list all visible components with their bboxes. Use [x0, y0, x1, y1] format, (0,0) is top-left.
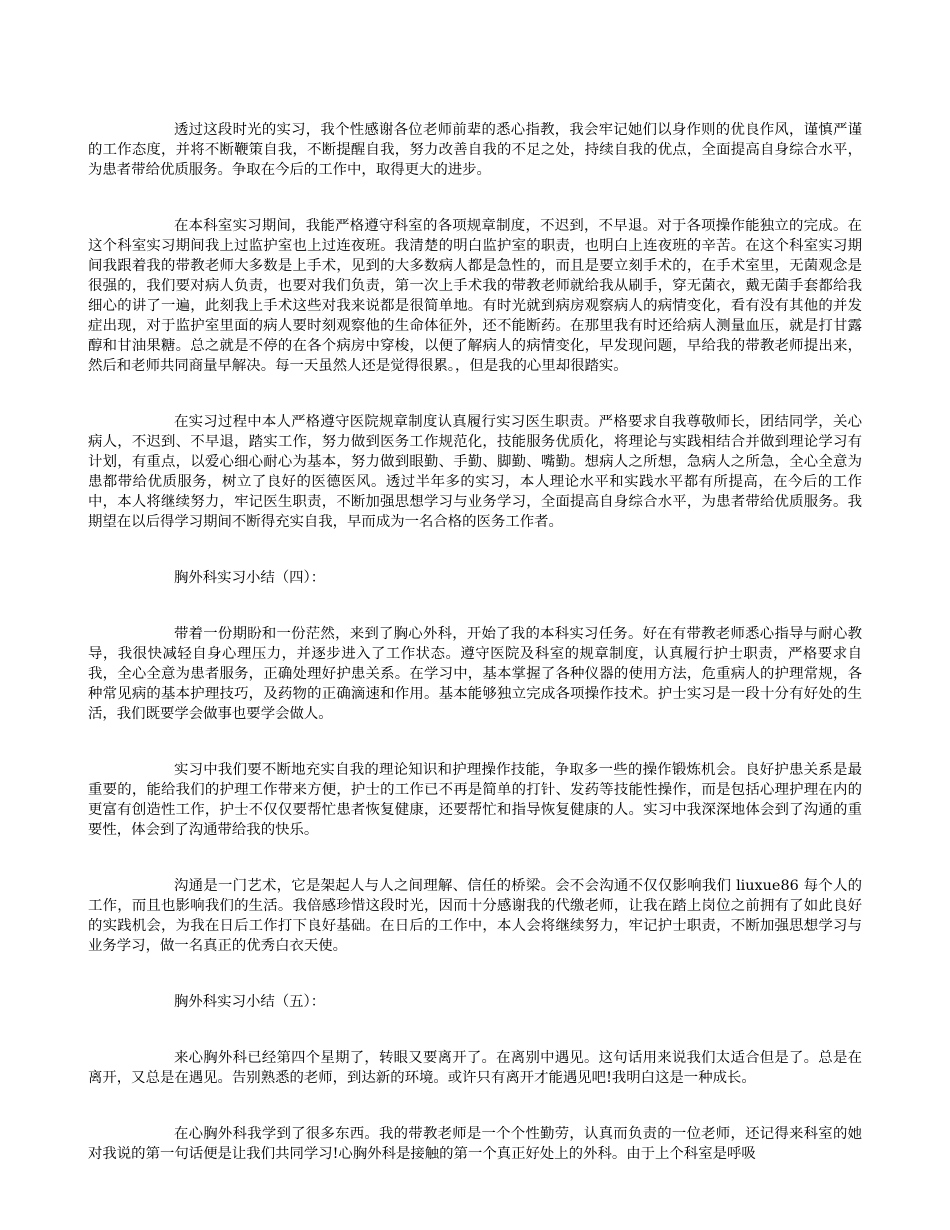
paragraph-7: 来心胸外科已经第四个星期了，转眼又要离开了。在离别中遇见。这句话用来说我们太适合但是了。总是在离开，又总是在遇见。告别熟悉的老师，到达新的环境。或许只有离开才能遇见吧!我明白这是一种成长。	[88, 1050, 862, 1086]
paragraph-5: 实习中我们要不断地充实自我的理论知识和护理操作技能，争取多一些的操作锻炼机会。良好护患关系是最重要的，能给我们的护理工作带来方便，护士的工作已不再是简单的打针、发药等技能性操作，而是包括心理护理在内的更富有创造性工作，护士不仅仅要帮忙患者恢复健康，还要帮忙和指导恢复健康的人。实习中我深深地体会到了沟通的重要性，体会到了沟通带给我的快乐。	[88, 762, 862, 838]
paragraph-3: 在实习过程中本人严格遵守医院规章制度认真履行实习医生职责。严格要求自我尊敬师长，团结同学，关心病人，不迟到、不早退，踏实工作，努力做到医务工作规范化，技能服务优质化，将理论与实践相结合并做到理论学习有计划，有重点，以爱心细心耐心为基本，努力做到眼勤、手勤、脚勤、嘴勤。想病人之所想，急病人之所急，全心全意为患都带给优质服务，树立了良好的医德医风。透过半年多的实习，本人理论水平和实践水平都有所提高，在今后的工作中，本人将继续努力，牢记医生职责，不断加强思想学习与业务学习，全面提高自身综合水平，为患者带给优质服务。我期望在以后得学习期间不断得充实自我，早而成为一名合格的医务工作者。	[88, 414, 862, 530]
paragraph-6: 沟通是一门艺术，它是架起人与人之间理解、信任的桥梁。会不会沟通不仅仅影响我们 liuxue86 每个人的工作，而且也影响我们的生活。我倍感珍惜这段时光，因而十分感谢我的代缴老师，让我在踏上岗位之前拥有了如此良好的实践机会，为我在日后工作打下良好基础。在日后的工作中，本人会将继续努力，牢记护士职责，不断加强思想学习与业务学习，做一名真正的优秀白衣天使。	[88, 878, 862, 954]
paragraph-8: 在心胸外科我学到了很多东西。我的带教老师是一个个性勤劳，认真而负责的一位老师，还记得来科室的她对我说的第一句话便是让我们共同学习!心胸外科是接触的第一个真正好处上的外科。由于上个科室是呼吸	[88, 1126, 862, 1162]
paragraph-4: 带着一份期盼和一份茫然，来到了胸心外科，开始了我的本科实习任务。好在有带教老师悉心指导与耐心教导，我很快减轻自身心理压力，并逐步进入了工作状态。遵守医院及科室的规章制度，认真履行护士职责，严格要求自我，全心全意为患者服务，正确处理好护患关系。在学习中，基本掌握了各种仪器的使用方法，危重病人的护理常规，各种常见病的基本护理技巧，及药物的正确滴速和作用。基本能够独立完成各项操作技术。护士实习是一段十分有好处的生活，我们既要学会做事也要学会做人。	[88, 626, 862, 722]
section-heading-5: 胸外科实习小结（五）：	[174, 994, 326, 1010]
paragraph-1: 透过这段时光的实习，我个性感谢各位老师前辈的悉心指教，我会牢记她们以身作则的优良作风，谨慎严谨的工作态度，并将不断鞭策自我，不断提醒自我，努力改善自我的不足之处，持续自我的优点，全面提高自身综合水平，为患者带给优质服务。争取在今后的工作中，取得更大的进步。	[88, 122, 862, 178]
section-heading-4: 胸外科实习小结（四）：	[174, 570, 326, 586]
paragraph-2: 在本科室实习期间，我能严格遵守科室的各项规章制度，不迟到，不早退。对于各项操作能独立的完成。在这个科室实习期间我上过监护室也上过连夜班。我清楚的明白监护室的职责，也明白上连夜班的辛苦。在这个科室实习期间我跟着我的带教老师大多数是上手术，见到的大多数病人都是急性的，而且是要立刻手术的，在手术室里，无菌观念是很强的，我们要对病人负责，也要对我们负责，第一次上手术我的带教老师就给我从刷手，穿无菌衣，戴无菌手套都给我细心的讲了一遍，此刻我上手术这些对我来说都是很简单地。有时光就到病房观察病人的病情变化，看有没有其他的并发症出现，对于监护室里面的病人要时刻观察他的生命体征外，还不能断药。在那里我有时还给病人测量血压，就是打甘露醇和甘油果糖。总之就是不停的在各个病房中穿梭，以便了解病人的病情变化，早发现问题，早给我的带教老师提出来，然后和老师共同商量早解决。每一天虽然人还是觉得很累。，但是我的心里却很踏实。	[88, 218, 862, 374]
